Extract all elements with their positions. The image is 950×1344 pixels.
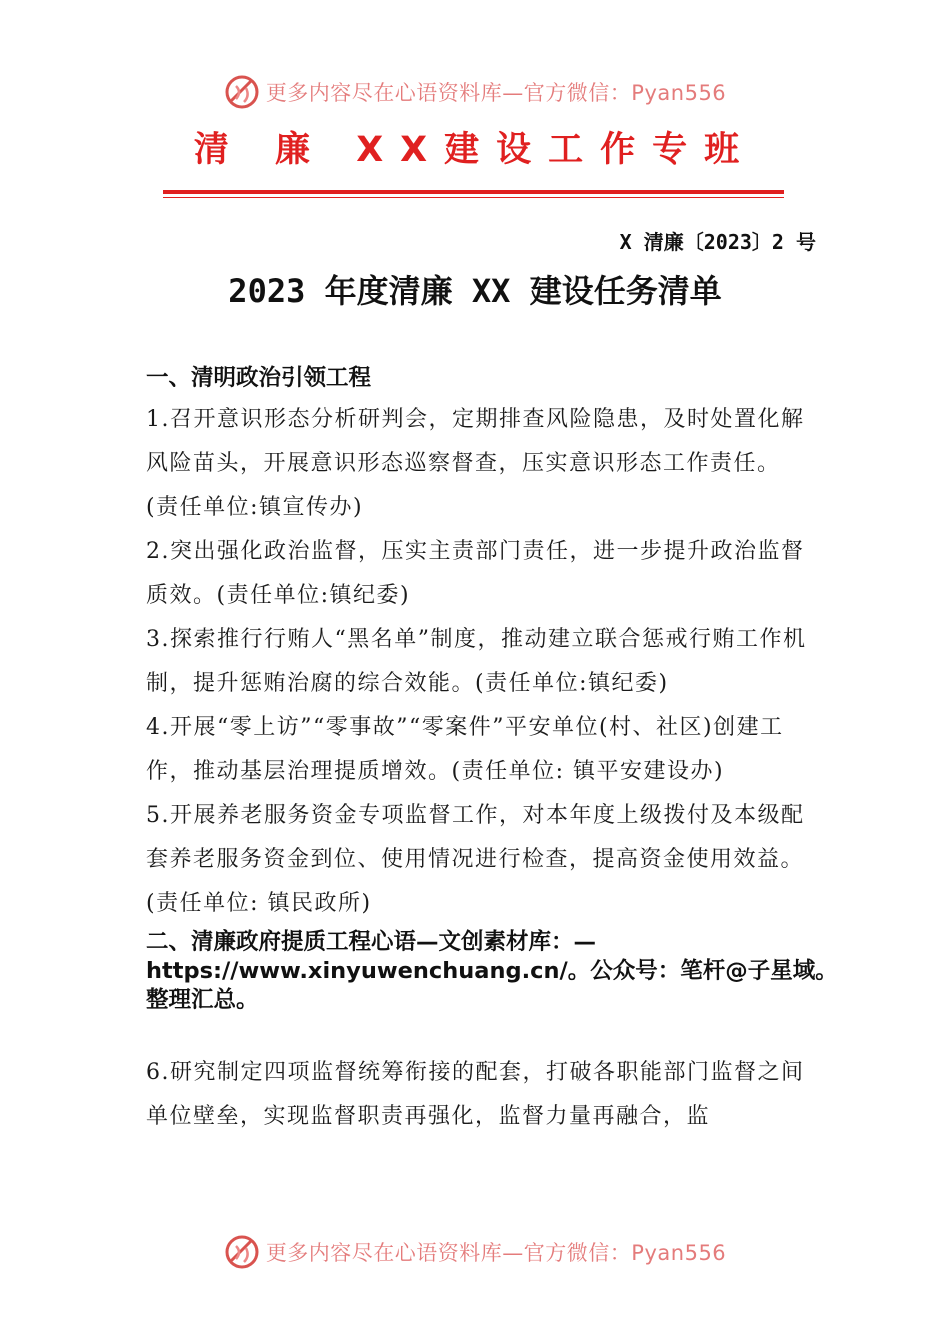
watermark-text: 更多内容尽在心语资料库—官方微信：Pyan556: [265, 1241, 727, 1265]
brand-logo-icon: [224, 74, 260, 110]
header-divider-thin: [163, 197, 784, 198]
list-item: 6.研究制定四项监督统筹衔接的配套，打破各职能部门监督之间单位壁垒，实现监督职责再强化，监督力量再融合，监: [146, 1060, 805, 1129]
header-divider-thick: [163, 190, 784, 194]
list-item: 5.开展养老服务资金专项监督工作，对本年度上级拨付及本级配套养老服务资金到位、使用情况进行检查，提高资金使用效益。(责任单位: 镇民政所): [146, 803, 805, 916]
list-item: 4.开展“零上访”“零事故”“零案件”平安单位(村、社区)创建工作，推动基层治理提质增效。(责任单位: 镇平安建设办): [146, 715, 784, 784]
section-heading: 二、清廉政府提质工程心语—文创素材库：—https://www.xinyuwenchuang.cn/。公众号：笔杆@子星域。整理汇总。: [146, 929, 838, 1013]
section-2-heading-block: [146, 928, 838, 1015]
section-1: [146, 358, 838, 926]
section-heading: 一、清明政治引领工程: [146, 365, 372, 391]
list-item: 1.召开意识形态分析研判会，定期排查风险隐患，及时处置化解风险苗头，开展意识形态巡察督查，压实意识形态工作责任。(责任单位:镇宣传办): [146, 407, 805, 520]
list-item: 2.突出强化政治监督，压实主责部门责任，进一步提升政治监督质效。(责任单位:镇纪委): [146, 539, 805, 608]
watermark-banner-top: [0, 70, 950, 114]
document-title: 2023 年度清廉 XX 建设任务清单: [228, 272, 722, 310]
watermark-text: 更多内容尽在心语资料库—官方微信：Pyan556: [265, 81, 727, 105]
document-number: X 清廉〔2023〕2 号: [619, 230, 816, 254]
org-title: 清 廉 XX建设工作专班: [193, 130, 757, 170]
brand-logo-icon: [224, 1234, 260, 1270]
watermark-banner-bottom: [0, 1230, 950, 1274]
document-body: [146, 358, 838, 1139]
list-item: 3.探索推行行贿人“黑名单”制度，推动建立联合惩戒行贿工作机制，提升惩贿治腐的综合效能。(责任单位:镇纪委): [146, 627, 807, 696]
